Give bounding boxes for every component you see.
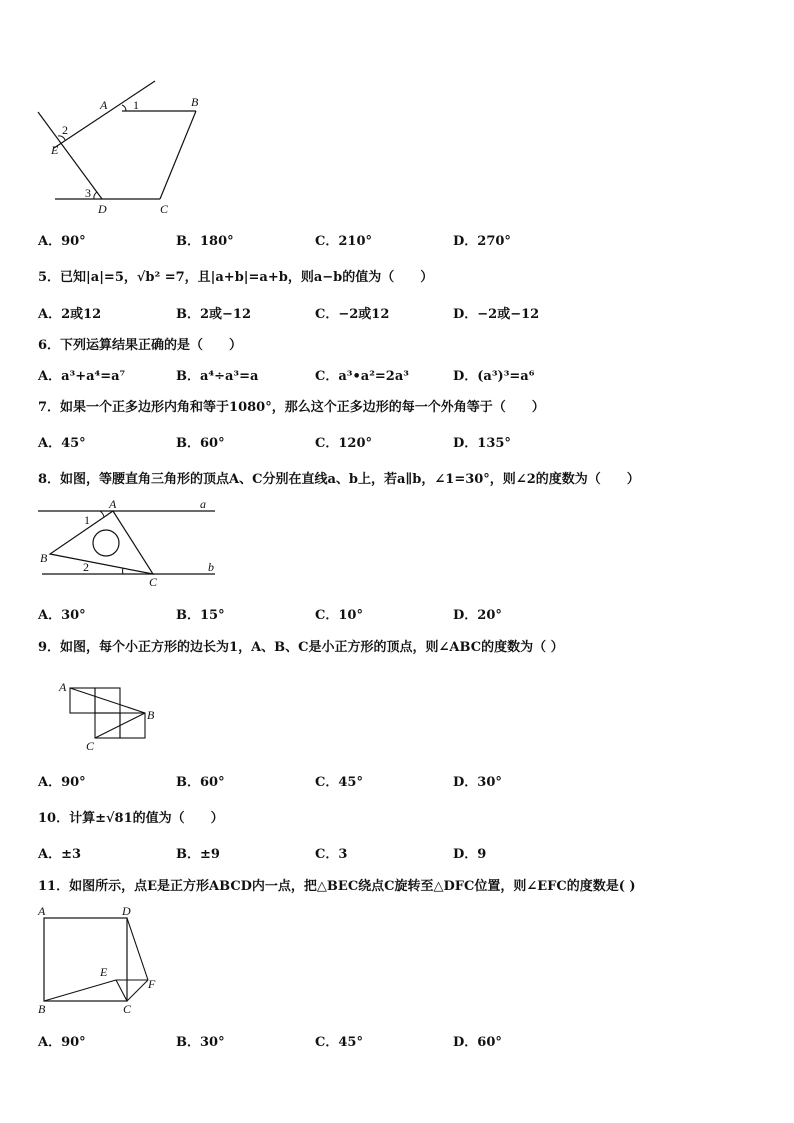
fig11-label-C: C [123,1002,132,1016]
q9-option-c[interactable]: C．45° [315,775,363,790]
fig4-label-A: A [100,98,108,112]
q4-option-c[interactable]: C．210° [315,234,372,249]
q6-option-a[interactable]: A．a³+a⁴=a⁷ [38,369,126,384]
question-5: 5．已知|a|=5，√b² =7，且|a+b|=a+b，则a−b的值为（ ） [38,270,434,285]
fig9-label-C: C [86,739,95,753]
fig11-label-A: A [38,904,46,918]
fig4-label-E: E [51,143,59,157]
q5-option-b[interactable]: B．2或−12 [176,307,252,322]
q8-option-b[interactable]: B．15° [176,608,225,623]
q7-option-d[interactable]: D．135° [453,436,511,451]
fig11-label-E: E [100,965,108,979]
q4-option-b[interactable]: B．180° [176,234,234,249]
fig4-label-B: B [191,95,199,109]
q9-option-a[interactable]: A．90° [38,775,86,790]
q11-option-b[interactable]: B．30° [176,1035,225,1050]
q11-option-d[interactable]: D．60° [453,1035,502,1050]
question-9: 9．如图，每个小正方形的边长为1，A、B、C是小正方形的顶点，则∠ABC的度数为（ ） [38,640,564,655]
q8-option-a[interactable]: A．30° [38,608,86,623]
q6-option-d[interactable]: D．(a³)³=a⁶ [453,369,535,384]
fig8-label-B: B [40,551,48,565]
question-11: 11．如图所示，点E是正方形ABCD内一点，把△BEC绕点C旋转至△DFC位置，则∠EFC的度数是( ) [38,879,636,894]
figure-q8 [30,494,230,594]
fig8-label-A: A [109,497,117,511]
q11-option-a[interactable]: A．90° [38,1035,86,1050]
q7-option-b[interactable]: B．60° [176,436,225,451]
fig11-label-D: D [122,904,131,918]
q5-option-c[interactable]: C．−2或12 [315,307,390,322]
q10-option-a[interactable]: A．±3 [38,847,82,862]
fig11-label-F: F [148,977,156,991]
fig8-label-C: C [149,575,158,589]
q11-option-c[interactable]: C．45° [315,1035,363,1050]
q9-option-b[interactable]: B．60° [176,775,225,790]
q6-option-b[interactable]: B．a⁴÷a³=a [176,369,259,384]
fig9-label-A: A [59,680,67,694]
fig8-label-b: b [208,560,214,574]
question-6: 6．下列运算结果正确的是（ ） [38,338,243,353]
fig4-label-D: D [98,202,107,216]
q4-option-a[interactable]: A．90° [38,234,86,249]
figure-q11 [34,902,174,1017]
q8-option-c[interactable]: C．10° [315,608,363,623]
q10-option-d[interactable]: D．9 [453,847,487,862]
q7-option-a[interactable]: A．45° [38,436,86,451]
q10-option-b[interactable]: B．±9 [176,847,220,862]
figure-q9 [50,676,170,756]
fig4-label-1: 1 [133,98,139,112]
q5-option-a[interactable]: A．2或12 [38,307,102,322]
q4-option-d[interactable]: D．270° [453,234,511,249]
q7-option-c[interactable]: C．120° [315,436,372,451]
fig9-label-B: B [147,708,155,722]
fig4-label-2: 2 [62,123,68,137]
q8-option-d[interactable]: D．20° [453,608,502,623]
fig11-label-B: B [38,1002,46,1016]
question-10: 10．计算±√81的值为（ ） [38,811,224,826]
q5-option-d[interactable]: D．−2或−12 [453,307,540,322]
question-7: 7．如果一个正多边形内角和等于1080°，那么这个正多边形的每一个外角等于（ ） [38,400,545,415]
fig8-label-2: 2 [83,560,89,574]
q9-option-d[interactable]: D．30° [453,775,502,790]
question-8: 8．如图，等腰直角三角形的顶点A、C分别在直线a、b上，若a∥b，∠1=30°，则∠2的度数为（ ） [38,472,640,487]
fig8-label-1: 1 [84,513,90,527]
figure-q4 [30,78,230,218]
q6-option-c[interactable]: C．a³•a²=2a³ [315,369,409,384]
q10-option-c[interactable]: C．3 [315,847,348,862]
fig8-label-a: a [200,497,206,511]
fig4-label-C: C [160,202,169,216]
fig4-label-3: 3 [85,186,91,200]
